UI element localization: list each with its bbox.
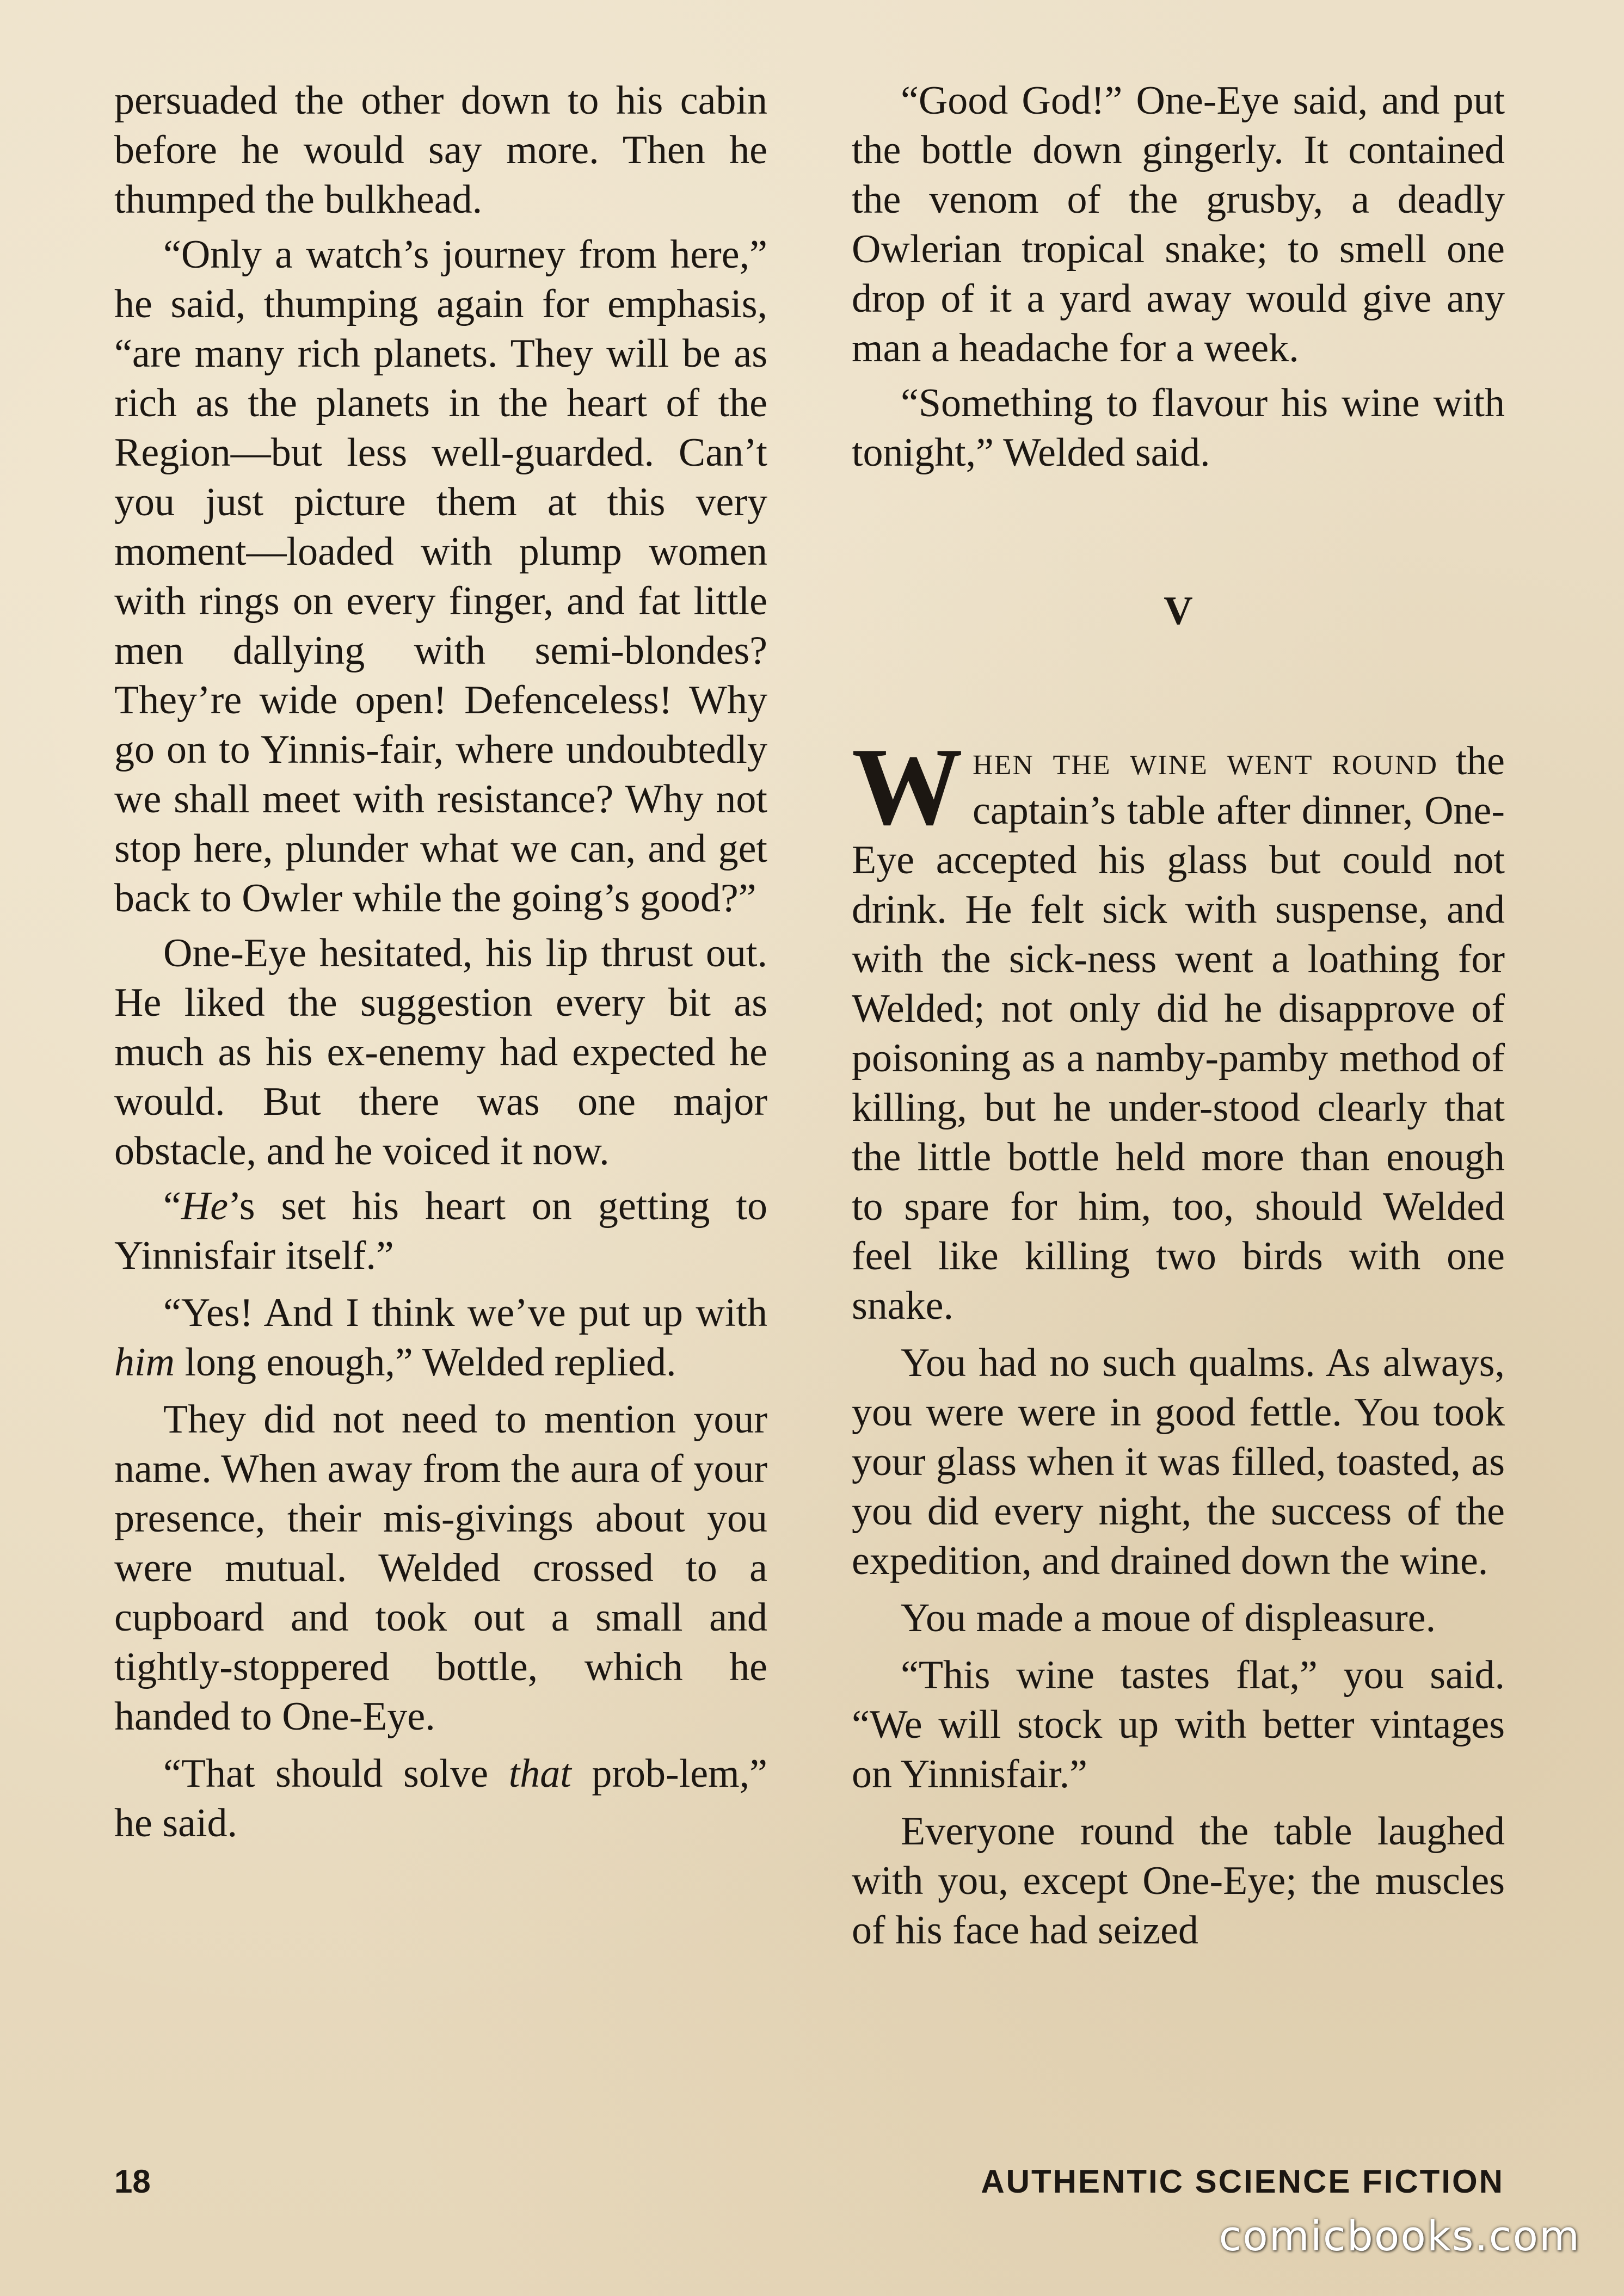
paragraph: “Something to flavour his wine with tonight,” Welded said.: [852, 381, 1505, 475]
right-column: [852, 76, 1505, 1961]
watermark: comicbooks.com: [1219, 2212, 1580, 2260]
paragraph: You made a moue of displeasure.: [901, 1596, 1436, 1640]
quote-text: prob-lem,” he said.: [114, 1751, 768, 1846]
quote-open: “: [163, 1184, 181, 1229]
paragraph: [114, 1749, 767, 1848]
paragraph: [114, 1288, 767, 1387]
paragraph: “Only a watch’s journey from here,” he said, thumping again for emphasis, “are many rich planets. They will be as rich as the planets in the heart of the Region—but less well-guarded. Can’t you just picture them at this very moment—loaded with plump women with rings on every finger, and fat little men dallying with semi-blondes? They’re wide open! Defenceless! Why go on to Yinnis-fair, where undoubtedly we shall meet with resistance? Why not stop here, plunder what we can, and get back to Owler while the going’s good?”: [114, 232, 767, 921]
magazine-title: AUTHENTIC SCIENCE FICTION: [981, 2163, 1504, 2200]
left-column: [114, 76, 767, 1854]
paragraph-text: the captain’s table after dinner, One-Eye accepted his glass but could not drink. He felt sick with suspense, and with the sick-ness went a loathing for Welded; not only did he disapprove of poisoning as a namby-pamby method of killing, but he under-stood clearly that the little bottle held more than enough to spare for him, too, should Welded feel like killing two birds with one snake.: [852, 739, 1505, 1328]
drop-cap: W: [852, 725, 963, 848]
quote-text: “Yes! And I think we’ve put up with: [163, 1291, 767, 1335]
chapter-numeral: V: [1164, 589, 1193, 633]
paragraph: You had no such qualms. As always, you were were in good fettle. You took your glass when it was filled, toasted, as you did every night, the success of the expedition, and drained down the wine.: [852, 1341, 1505, 1583]
chapter-opening-paragraph: [852, 725, 1505, 1331]
paragraph: persuaded the other down to his cabin before he would say more. Then he thumped the bulkhead.: [114, 78, 767, 222]
paragraph: Everyone round the table laughed with you, except One-Eye; the muscles of his face had seized: [852, 1809, 1505, 1953]
quote-text: long enough,” Welded replied.: [175, 1340, 676, 1385]
emphasis: that: [508, 1751, 571, 1796]
quote-text: “That should solve: [163, 1751, 509, 1796]
page-number: 18: [114, 2163, 151, 2200]
emphasis: him: [114, 1340, 175, 1385]
paragraph: “This wine tastes flat,” you said. “We will stock up with better vintages on Yinnisfair.”: [852, 1653, 1505, 1797]
paragraph: [114, 1182, 767, 1281]
paragraph: “Good God!” One-Eye said, and put the bottle down gingerly. It contained the venom of the grusby, a deadly Owlerian tropical snake; to smell one drop of it a yard away would give any man a headache for a week.: [852, 78, 1505, 371]
paragraph: One-Eye hesitated, his lip thrust out. He liked the suggestion every bit as much as his ex-enemy had expected he would. But there was one major obstacle, and he voiced it now.: [114, 931, 767, 1174]
small-caps-lead: hen the wine went round: [973, 739, 1438, 783]
quote-text: ’s set his heart on getting to Yinnisfair itself.”: [114, 1184, 767, 1278]
paragraph: They did not need to mention your name. When away from the aura of your presence, their mis-givings about you were mutual. Welded crossed to a cupboard and took out a small and tightly-stoppered bottle, which he handed to One-Eye.: [114, 1397, 767, 1739]
emphasis: He: [181, 1184, 229, 1229]
